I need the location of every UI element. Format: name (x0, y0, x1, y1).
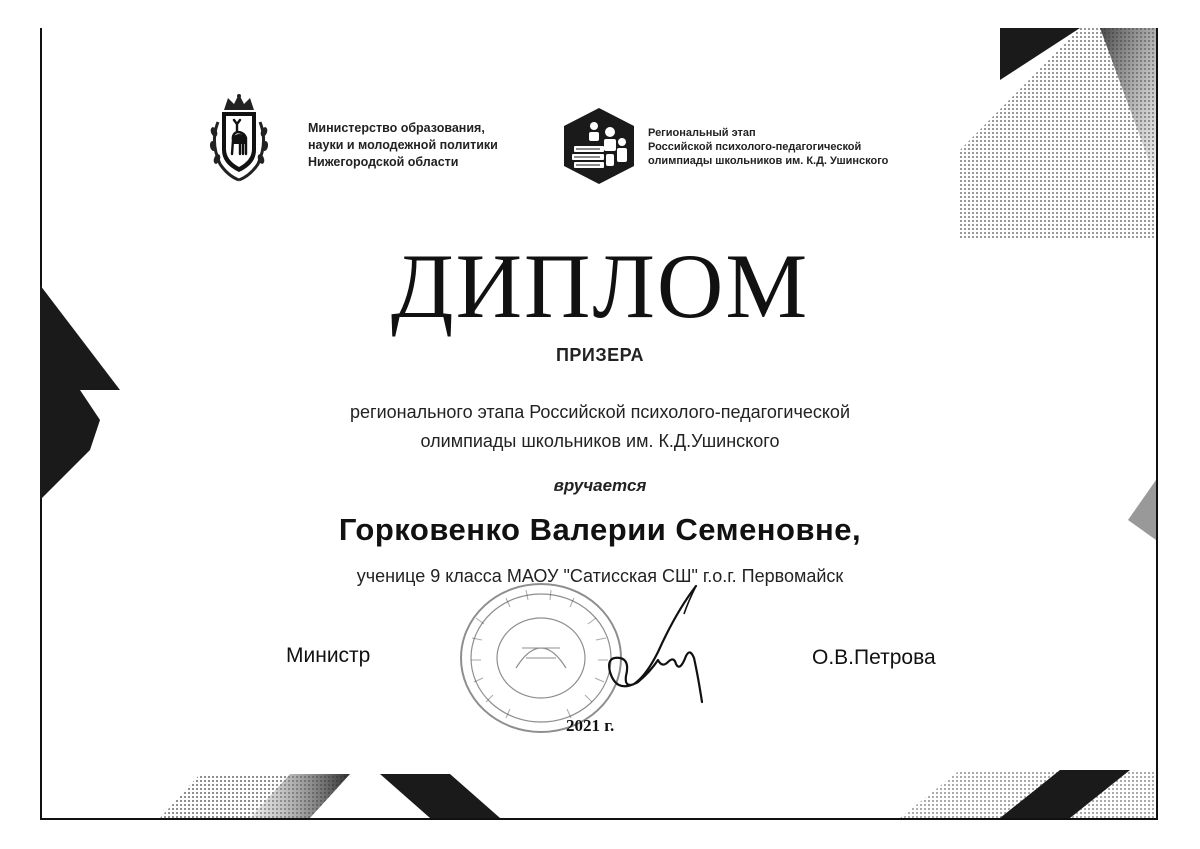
event-line-1: регионального этапа Российской психолого-педагогической (349, 402, 850, 422)
olympiad-line-1: Региональный этап (648, 127, 756, 139)
recipient-name: Горковенко Валерии Семеновне, (338, 512, 862, 547)
signatory-name: О.В.Петрова (812, 646, 936, 669)
olympiad-line-3: олимпиады школьников им. К.Д. Ушинского (648, 155, 889, 167)
signature (576, 572, 716, 722)
ministry-line-1: Министерство образования, (308, 121, 485, 135)
deco-bottom-center (380, 774, 500, 818)
olympiad-line-2: Российской психолого-педагогической (648, 141, 862, 153)
recipient-details: ученице 9 класса МАОУ "Сатисская СШ" г.о.г. Первомайск (356, 566, 844, 586)
diploma-subtitle: ПРИЗЕРА (555, 345, 645, 365)
ministry-line-3: Нижегородской области (308, 155, 459, 169)
signatory-role: Министр (286, 644, 371, 667)
ministry-name (308, 120, 498, 171)
event-line-2: олимпиады школьников им. К.Д.Ушинского (420, 431, 780, 451)
diploma-title: ДИПЛОМ (390, 235, 810, 337)
ministry-line-2: науки и молодежной политики (308, 138, 498, 152)
olympiad-name (648, 126, 888, 168)
awarded-label: вручается (553, 476, 647, 495)
coat-of-arms-icon (202, 92, 276, 184)
event-description (0, 398, 1200, 456)
olympiad-logo-icon (562, 108, 636, 184)
issue-year: 2021 г. (566, 716, 615, 735)
